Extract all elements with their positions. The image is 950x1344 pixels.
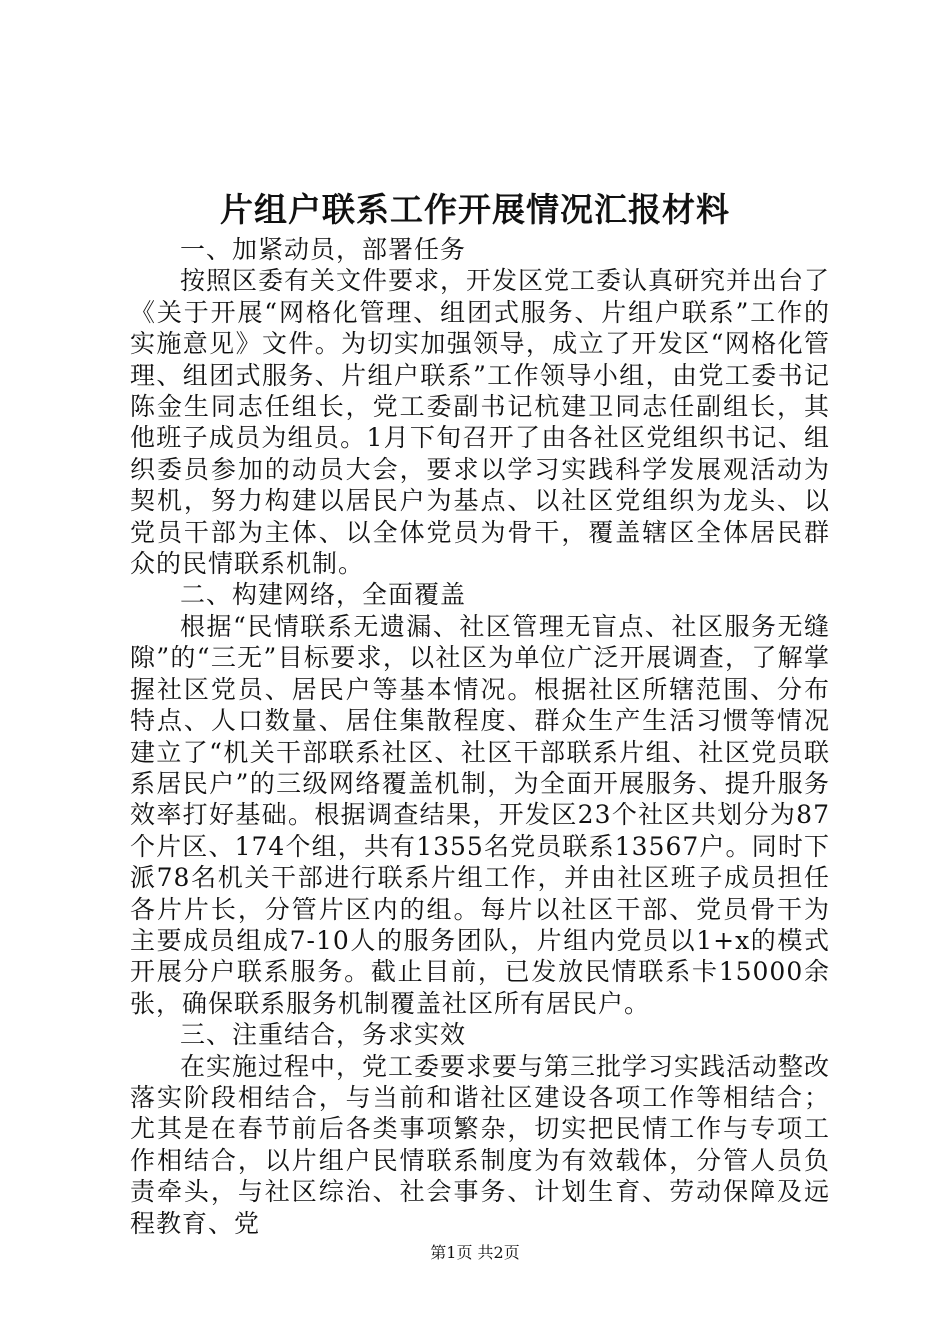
document-body xyxy=(130,234,830,1239)
document-title: 片组户联系工作开展情况汇报材料 xyxy=(220,190,730,229)
paragraph-2: 根据“民情联系无遗漏、社区管理无盲点、社区服务无缝隙”的“三无”目标要求，以社区为单位广泛开展调查，了解掌握社区党员、居民户等基本情况。根据社区所辖范围、分布特点、人口数量、居住集散程度、群众生产生活习惯等情况建立了“机关干部联系社区、社区干部联系片组、社区党员联系居民户”的三级网络覆盖机制，为全面开展服务、提升服务效率打好基础。根据调查结果，开发区23个社区共划分为87个片区、174个组，共有1355名党员联系13567户。同时下派78名机关干部进行联系片组工作，并由社区班子成员担任各片片长，分管片区内的组。每片以社区干部、党员骨干为主要成员组成7-10人的服务团队，片组内党员以1+x的模式开展分户联系服务。截止目前，已发放民情联系卡15000余张，确保联系服务机制覆盖社区所有居民户。 xyxy=(130,611,830,1018)
page-number-footer: 第1页 共2页 xyxy=(430,1243,520,1262)
section-heading-1: 一、加紧动员，部署任务 xyxy=(180,235,467,264)
section-heading-3: 三、注重结合，务求实效 xyxy=(180,1020,467,1050)
paragraph-3: 在实施过程中，党工委要求要与第三批学习实践活动整改落实阶段相结合，与当前和谐社区建设各项工作等相结合；尤其是在春节前后各类事项繁杂，切实把民情工作与专项工作相结合，以片组户民情联系制度为有效载体，分管人员负责牵头，与社区综治、社会事务、计划生育、劳动保障及远程教育、党 xyxy=(130,1051,831,1238)
paragraph-1: 按照区委有关文件要求，开发区党工委认真研究并出台了《关于开展“网格化管理、组团式服务、片组户联系”工作的实施意见》文件。为切实加强领导，成立了开发区“网格化管理、组团式服务、片组户联系”工作领导小组，由党工委书记陈金生同志任组长，党工委副书记杭建卫同志任副组长，其他班子成员为组员。1月下旬召开了由各社区党组织书记、组织委员参加的动员大会，要求以学习实践科学发展观活动为契机，努力构建以居民户为基点、以社区党组织为龙头、以党员干部为主体、以全体党员为骨干，覆盖辖区全体居民群众的民情联系机制。 xyxy=(130,266,831,579)
section-heading-2: 二、构建网络，全面覆盖 xyxy=(180,580,467,610)
